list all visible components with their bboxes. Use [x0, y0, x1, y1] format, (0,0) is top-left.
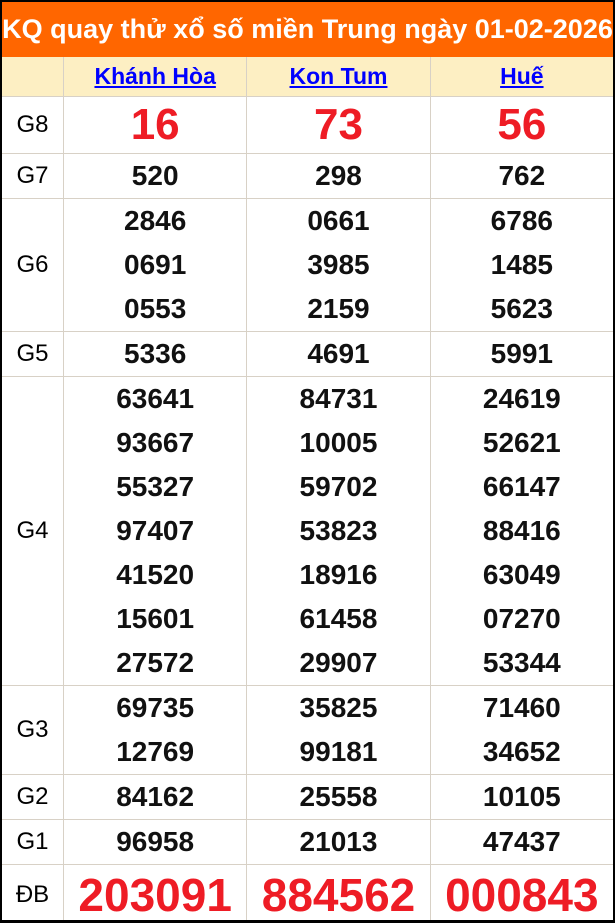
- prize-value: 96958: [116, 826, 195, 857]
- prize-value: 63641: [116, 383, 195, 414]
- prize-label: ĐB: [15, 881, 50, 908]
- prize-row-g6: [2, 198, 613, 331]
- prize-cell-kon-tum: [246, 154, 429, 198]
- prize-value: 25558: [299, 781, 378, 812]
- header-cell-khanh-hoa: [63, 57, 246, 96]
- prize-value: 884562: [261, 869, 416, 921]
- prize-value: 6786: [490, 205, 553, 236]
- prize-value: 07270: [482, 603, 561, 634]
- prize-value: 63049: [482, 559, 561, 590]
- prize-value: 24619: [482, 383, 561, 414]
- page-title: KQ quay thử xổ số miền Trung ngày 01-02-2026: [2, 2, 613, 57]
- prize-value: 84731: [299, 383, 378, 414]
- prize-value: 0553: [124, 293, 187, 324]
- prize-label: G7: [16, 162, 49, 189]
- prize-value: 520: [131, 160, 179, 191]
- prize-value: 18916: [299, 559, 378, 590]
- prize-value: 73: [314, 100, 363, 149]
- prize-value: 203091: [78, 869, 232, 921]
- prize-value: 16: [130, 100, 180, 149]
- prize-cell-khanh-hoa: [63, 686, 246, 774]
- prize-cell-kon-tum: [246, 97, 429, 153]
- prize-cell-kon-tum: [246, 686, 429, 774]
- prize-value: 52621: [482, 427, 561, 458]
- prize-value: 0661: [307, 205, 370, 236]
- prize-value: 5991: [490, 338, 553, 369]
- prize-cell-hue: [430, 377, 613, 685]
- prize-value: 10105: [482, 781, 561, 812]
- prize-value: 35825: [299, 692, 378, 723]
- header-cell-hue: [430, 57, 613, 96]
- prize-value: 5336: [124, 338, 187, 369]
- prize-value: 3985: [307, 249, 370, 280]
- prize-cell-hue: [430, 332, 613, 376]
- prize-cell-kon-tum: [246, 332, 429, 376]
- prize-row-g7: [2, 153, 613, 198]
- prize-cell-khanh-hoa: [63, 820, 246, 864]
- table-body: [2, 96, 613, 923]
- prize-label: G3: [16, 716, 49, 743]
- prize-value: 762: [498, 160, 546, 191]
- prize-row-g8: [2, 96, 613, 153]
- prize-value: 21013: [299, 826, 378, 857]
- prize-value: 2159: [307, 293, 370, 324]
- prize-value: 69735: [116, 692, 195, 723]
- prize-value: 12769: [116, 736, 195, 767]
- prize-cell-khanh-hoa: [63, 865, 246, 923]
- prize-value: 97407: [116, 515, 195, 546]
- prize-value: 298: [315, 160, 362, 191]
- prize-value: 15601: [116, 603, 195, 634]
- prize-row-g5: [2, 331, 613, 376]
- prize-value: 71460: [482, 692, 561, 723]
- prize-cell-hue: [430, 97, 613, 153]
- prize-value: 000843: [445, 869, 599, 921]
- prize-value: 56: [497, 100, 547, 149]
- prize-label: G2: [16, 783, 49, 810]
- prize-value: 99181: [299, 736, 378, 767]
- prize-value: 61458: [299, 603, 378, 634]
- prize-cell-kon-tum: [246, 377, 429, 685]
- prize-row-g4: [2, 376, 613, 685]
- prize-cell-hue: [430, 686, 613, 774]
- prize-cell-kon-tum: [246, 199, 429, 331]
- prize-cell-kon-tum: [246, 865, 429, 923]
- prize-value: 29907: [299, 647, 378, 678]
- prize-label: G8: [16, 111, 49, 138]
- prize-value: 41520: [116, 559, 195, 590]
- prize-value: 84162: [116, 781, 195, 812]
- table-header: [2, 57, 613, 96]
- prize-value: 27572: [116, 647, 195, 678]
- prize-cell-khanh-hoa: [63, 199, 246, 331]
- prize-value: 10005: [299, 427, 378, 458]
- prize-cell-khanh-hoa: [63, 775, 246, 819]
- prize-cell-khanh-hoa: [63, 332, 246, 376]
- header-cell-kon-tum: [246, 57, 429, 96]
- prize-row-db: [2, 864, 613, 923]
- prize-value: 0691: [124, 249, 187, 280]
- prize-cell-hue: [430, 154, 613, 198]
- prize-value: 2846: [124, 205, 187, 236]
- prize-cell-hue: [430, 865, 613, 923]
- prize-label: G4: [16, 517, 49, 544]
- prize-value: 53344: [482, 647, 561, 678]
- prize-value: 55327: [116, 471, 195, 502]
- province-link-khanh-hoa[interactable]: Khánh Hòa: [94, 63, 216, 89]
- header-corner-cell: [2, 57, 63, 96]
- prize-cell-kon-tum: [246, 820, 429, 864]
- prize-value: 34652: [482, 736, 561, 767]
- prize-label: G5: [16, 340, 49, 367]
- prize-value: 1485: [490, 249, 553, 280]
- prize-cell-hue: [430, 775, 613, 819]
- prize-row-g2: [2, 774, 613, 819]
- prize-value: 47437: [482, 826, 561, 857]
- prize-value: 66147: [482, 471, 561, 502]
- prize-cell-khanh-hoa: [63, 154, 246, 198]
- prize-row-g1: [2, 819, 613, 864]
- prize-cell-hue: [430, 199, 613, 331]
- prize-value: 5623: [490, 293, 553, 324]
- prize-value: 4691: [307, 338, 370, 369]
- prize-value: 88416: [482, 515, 561, 546]
- prize-cell-kon-tum: [246, 775, 429, 819]
- province-link-hue[interactable]: Huế: [500, 63, 544, 89]
- prize-cell-hue: [430, 820, 613, 864]
- prize-value: 53823: [299, 515, 378, 546]
- province-link-kon-tum[interactable]: Kon Tum: [289, 63, 388, 89]
- prize-cell-khanh-hoa: [63, 377, 246, 685]
- prize-cell-khanh-hoa: [63, 97, 246, 153]
- prize-label: G1: [16, 828, 49, 855]
- prize-label: G6: [16, 251, 49, 278]
- prize-row-g3: [2, 685, 613, 774]
- prize-value: 59702: [299, 471, 378, 502]
- prize-value: 93667: [116, 427, 195, 458]
